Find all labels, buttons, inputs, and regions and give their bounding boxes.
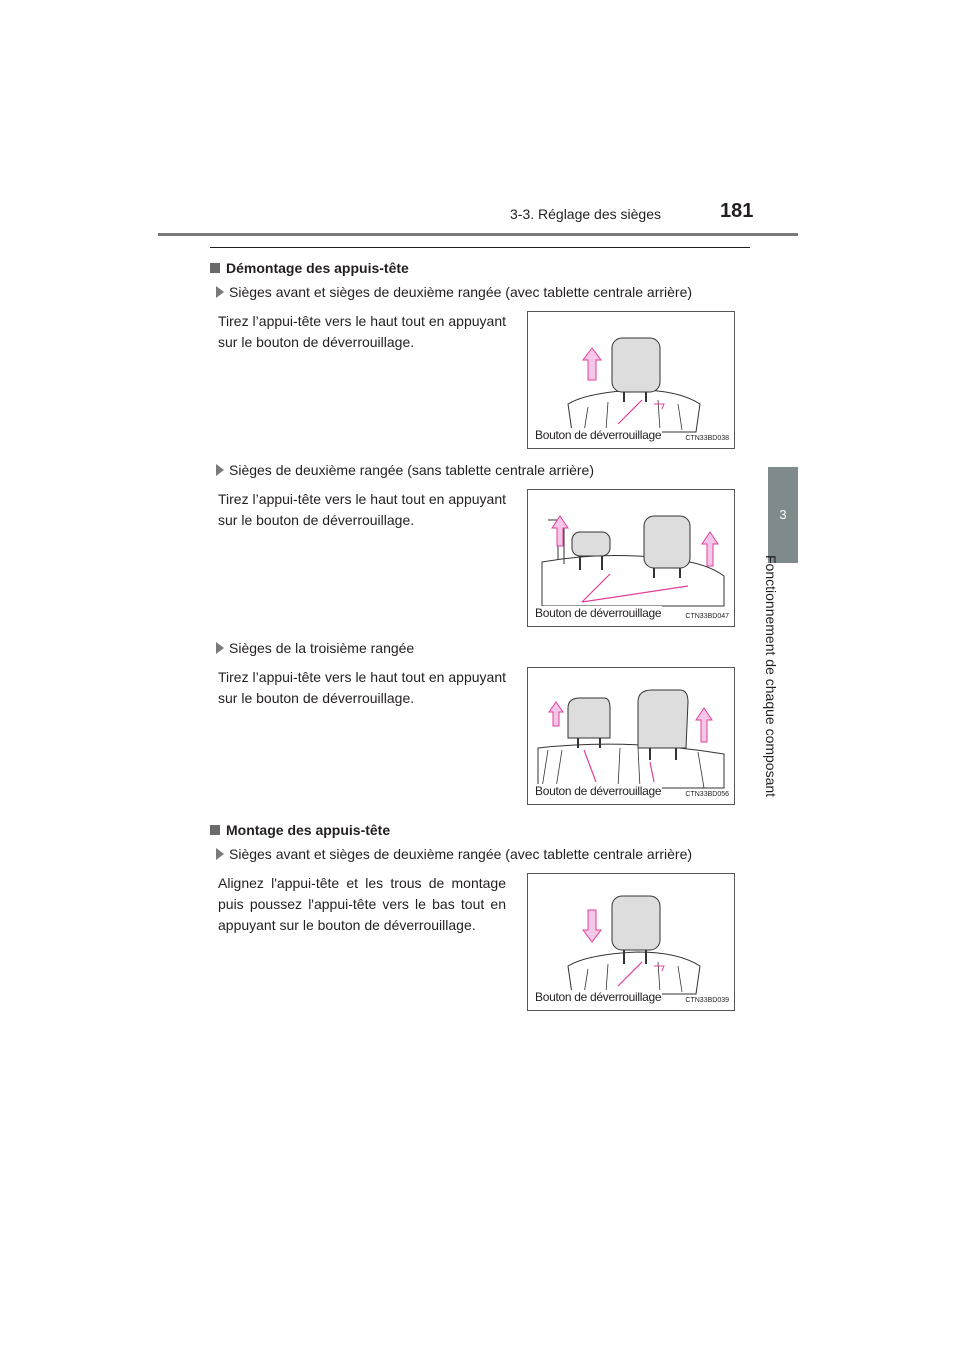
figure-front-seat-installation (527, 873, 735, 1011)
figure-front-seat-removal (527, 311, 735, 449)
bullet-item: Sièges avant et sièges de deuxième rangée (avec tablette centrale arrière) (216, 284, 692, 300)
triangle-bullet-icon (216, 286, 224, 298)
figure-second-row-removal (527, 489, 735, 627)
header-rule (158, 233, 798, 236)
bullet-item: Sièges de la troisième rangée (216, 640, 414, 656)
square-bullet-icon (210, 263, 220, 273)
section-title: 3-3. Réglage des sièges (510, 206, 661, 222)
page-number: 181 (720, 200, 754, 222)
section-heading-removal: Démontage des appuis-tête (210, 260, 409, 276)
figure-code: CTN33BD038 (685, 435, 729, 442)
figure-third-row-removal (527, 667, 735, 805)
bullet-item: Sièges avant et sièges de deuxième rangée (avec tablette centrale arrière) (216, 846, 692, 862)
figure-label: Bouton de déverrouillage (535, 784, 662, 798)
chapter-number: 3 (779, 507, 787, 522)
chapter-title: Fonctionnement de chaque composant (763, 555, 779, 798)
square-bullet-icon (210, 825, 220, 835)
instruction-text: Tirez l’appui-tête vers le haut tout en appuyant sur le bouton de déverrouillage. (218, 491, 506, 528)
chapter-title-vertical (763, 555, 801, 805)
instruction-text: Tirez l’appui-tête vers le haut tout en appuyant sur le bouton de déverrouillage. (218, 313, 506, 350)
figure-label: Bouton de déverrouillage (535, 606, 662, 620)
sub-rule (210, 247, 750, 248)
figure-label: Bouton de déverrouillage (535, 990, 662, 1004)
bullet-item: Sièges de deuxième rangée (sans tablette centrale arrière) (216, 462, 594, 478)
chapter-tab[interactable] (768, 467, 798, 563)
section-heading-installation: Montage des appuis-tête (210, 822, 390, 838)
figure-code: CTN33BD056 (685, 791, 729, 798)
triangle-bullet-icon (216, 464, 224, 476)
figure-label: Bouton de déverrouillage (535, 428, 662, 442)
triangle-bullet-icon (216, 848, 224, 860)
figure-code: CTN33BD039 (685, 997, 729, 1004)
instruction-text: Tirez l’appui-tête vers le haut tout en appuyant sur le bouton de déverrouillage. (218, 669, 506, 706)
figure-code: CTN33BD047 (685, 613, 729, 620)
instruction-text: Alignez l'appui-tête et les trous de montage puis poussez l'appui-tête vers le bas tout en appuyant sur le bouton de déverrouillage. (218, 875, 506, 933)
triangle-bullet-icon (216, 642, 224, 654)
